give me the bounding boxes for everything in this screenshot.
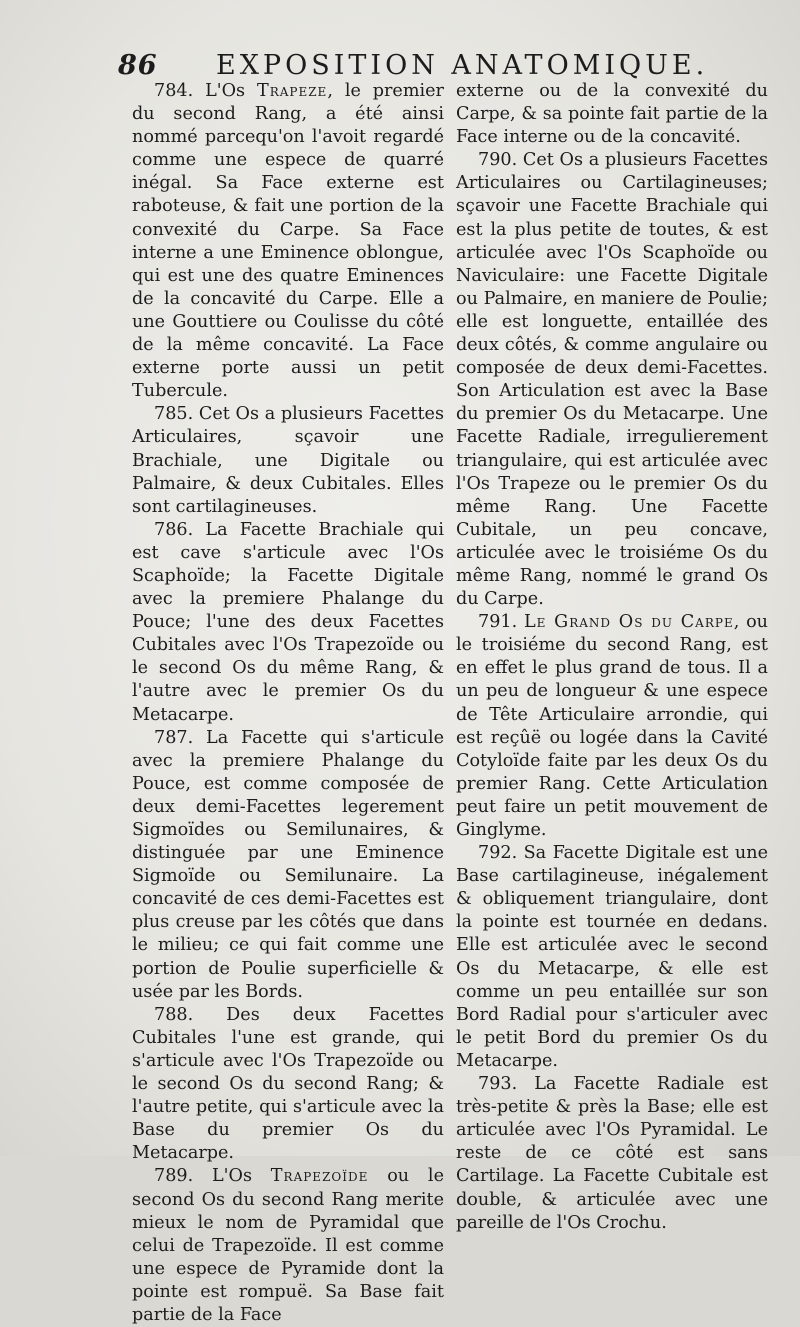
paragraph-number: 790. — [478, 150, 523, 171]
paragraph-text: Cet Os a plusieurs Facettes Articulaires, sçavoir une Brachiale, une Digitale ou Palmaire, & deux Cubitales. Elles sont cartilagineuses. — [132, 404, 444, 517]
paragraph-text: externe ou de la convexité du Carpe, & sa pointe fait partie de la Face interne ou de la concavité. — [456, 81, 768, 148]
paragraph-text: Cet Os a plusieurs Facettes Articulaires ou Cartilagineuses; sçavoir une Facette Brachiale qui est la plus petite de toutes, & est articulée avec l'Os Scaphoïde ou Naviculaire: une Facette Digitale ou Palmaire, en maniere de Poulie; elle est longuette, entaillée des deux côtés, & comme angulaire ou composée de deux demi-Facettes. Son Articulation est avec la Base du premier Os du Metacarpe. Une Facette Radiale, irregulierement triangulaire, qui est articulée avec l'Os Trapeze ou le premier Os du même Rang. Une Facette Cubitale, un peu concave, articulée avec le troisiéme Os du même Rang, nommé le grand Os du Carpe. — [456, 150, 768, 610]
small-caps-term: Trapeze — [256, 81, 328, 101]
right-column — [456, 80, 768, 1235]
paragraph-lead: L'Os — [205, 81, 257, 101]
paragraph-text: , le premier du second Rang, a été ainsi nommé parcequ'on l'avoit regardé comme une espece de quarré inégal. Sa Face externe est raboteuse, & fait une portion de la convexité du Carpe. Sa Face interne a une Eminence oblongue, qui est une des quatre Eminences de la concavité du Carpe. Elle a une Gouttiere ou Coulisse du côté de la même concavité. La Face externe porte aussi un petit Tubercule. — [132, 81, 444, 402]
paragraph-number: 788. — [154, 1004, 227, 1025]
paragraph — [132, 80, 444, 403]
small-caps-term: Le Grand Os du Carpe — [523, 612, 734, 633]
paragraph-text: ou le second Os du second Rang merite mieux le nom de Pyramidal que celui de Trapezoïde. Il est comme une espece de Pyramide dont la pointe est rompuë. Sa Base fait partie de la Face — [132, 1166, 444, 1325]
paragraph — [132, 519, 444, 727]
paragraph-text: La Facette Radiale est très-petite & près la Base; elle est articulée avec l'Os Pyramidal. Le reste de ce côté est sans Cartilage. La Facette Cubitale est double, & articulée avec une pareille de l'Os Crochu. — [456, 1074, 768, 1233]
paragraph — [456, 1073, 768, 1235]
paragraph — [132, 1165, 444, 1327]
paragraph-number: 786. — [154, 519, 206, 540]
paragraph-text: La Facette Brachiale qui est cave s'articule avec l'Os Scaphoïde; la Facette Digitale avec la premiere Phalange du Pouce; l'une des deux Facettes Cubitales avec l'Os Trapezoïde ou le second Os du même Rang, & l'autre avec le premier Os du Metacarpe. — [132, 519, 444, 725]
paragraph — [456, 80, 768, 149]
paragraph — [132, 403, 444, 518]
paragraph-text: Des deux Facettes Cubitales l'une est grande, qui s'articule avec l'Os Trapezoïde ou le second Os du second Rang; & l'autre petite, qui s'articule avec la Base du premier Os du Metacarpe. — [132, 1004, 444, 1164]
paragraph-text: La Facette qui s'articule avec la premiere Phalange du Pouce, est comme composée de deux demi-Facettes legerement Sigmoïdes ou Semilunaires, & distinguée par une Eminence Sigmoïde ou Semilunaire. La concavité de ces demi-Facettes est plus creuse par les côtés que dans le milieu; ce qui fait comme une portion de Poulie superficielle & usée par les Bords. — [132, 727, 444, 1002]
paragraph-number: 785. — [154, 404, 199, 425]
paragraph-number: 787. — [154, 727, 207, 748]
paragraph-lead: L'Os — [212, 1166, 271, 1187]
paragraph-text: Sa Facette Digitale est une Base cartilagineuse, inégalement & obliquement triangulaire, dont la pointe est tournée en dedans. Elle est articulée avec le second Os du Metacarpe, & elle est comme un peu entaillée sur son Bord Radial pour s'articuler avec le petit Bord du premier Os du Metacarpe. — [456, 843, 768, 1071]
paragraph-number: 789. — [154, 1166, 212, 1187]
paragraph-text: , ou le troisiéme du second Rang, est en effet le plus grand de tous. Il a un peu de longueur & une espece de Tête Articulaire arrondie, qui est reçûë ou logée dans la Cavité Cotyloïde faite par les deux Os du premier Rang. Cette Articulation peut faire un petit mouvement de Ginglyme. — [456, 612, 768, 840]
small-caps-term: Trapezoïde — [270, 1166, 369, 1187]
running-title: EXPOSITION ANATOMIQUE. — [216, 50, 709, 81]
paragraph — [132, 1004, 444, 1166]
paragraph — [132, 727, 444, 1004]
paragraph-number: 791. — [478, 612, 524, 633]
paragraph-number: 784. — [154, 81, 206, 101]
paragraph — [456, 149, 768, 611]
paragraph-number: 793. — [478, 1074, 535, 1095]
paragraph — [456, 611, 768, 842]
page-number: 86 — [118, 50, 158, 81]
left-column — [132, 80, 444, 1327]
paragraph — [456, 842, 768, 1073]
paragraph-number: 792. — [478, 843, 524, 864]
